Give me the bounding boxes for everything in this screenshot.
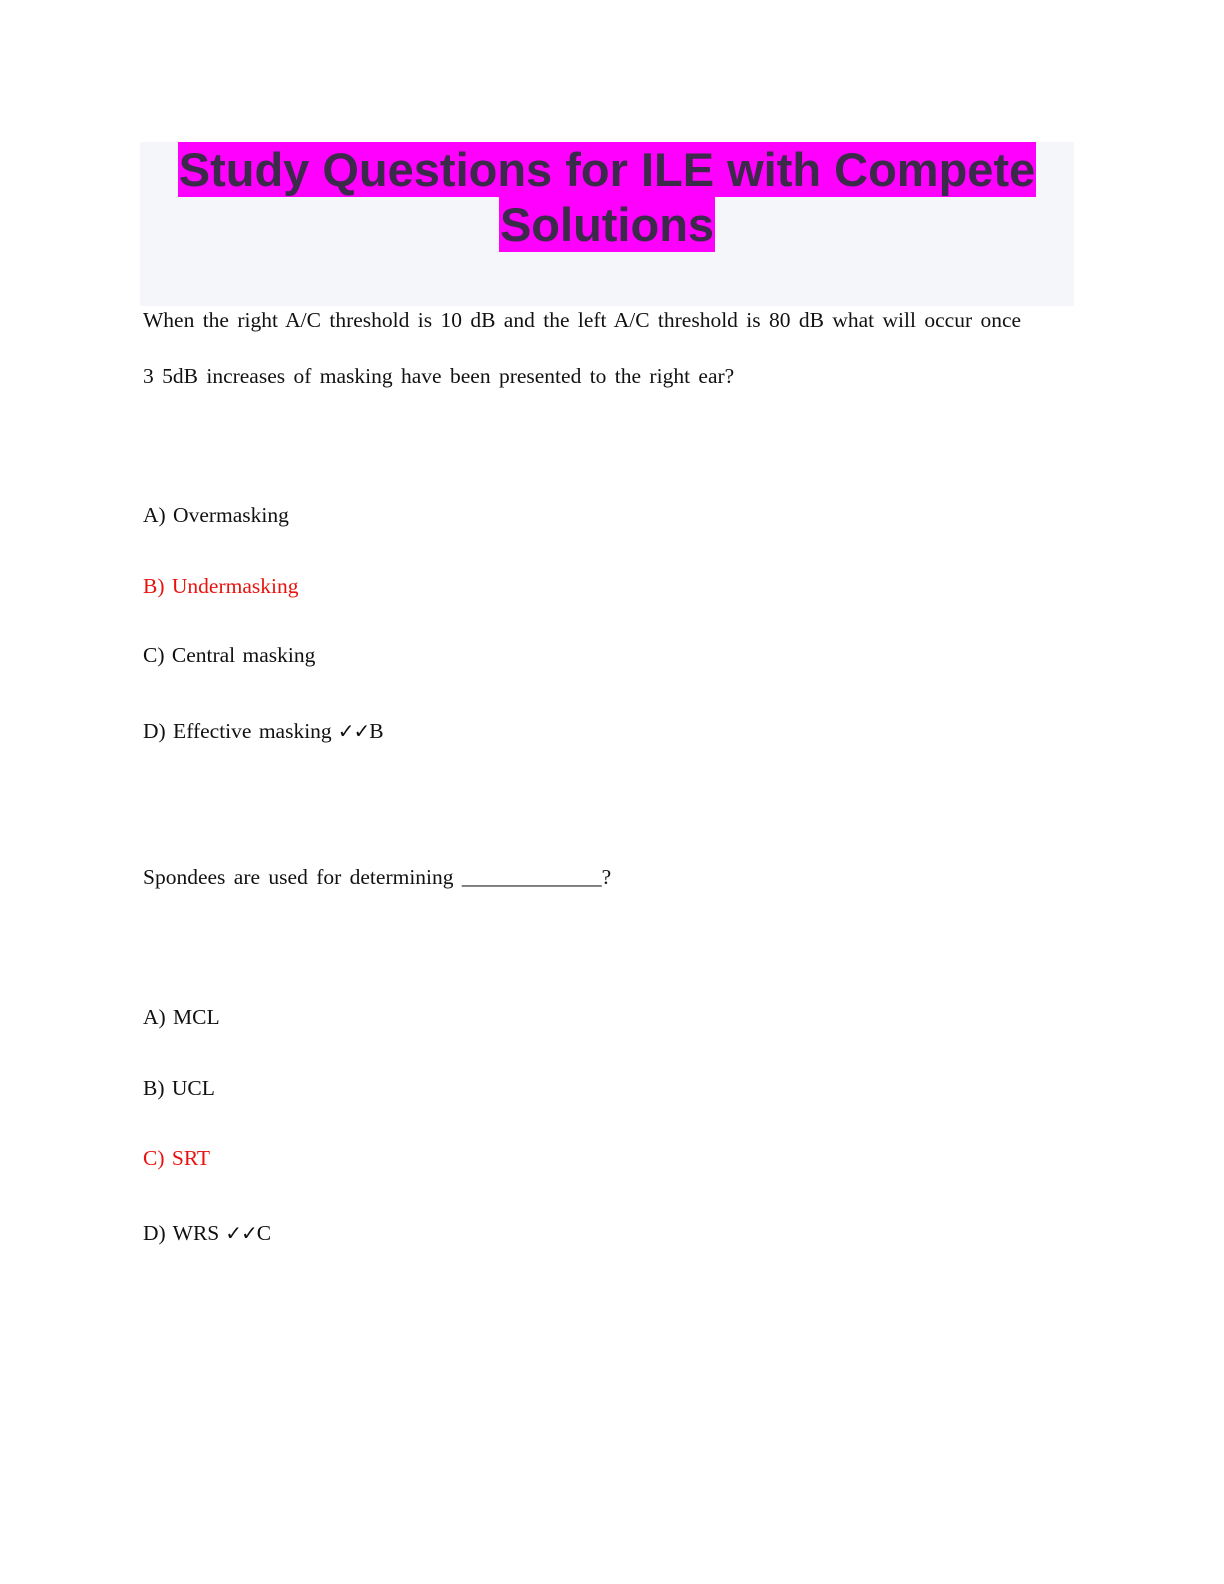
question-1-text <box>143 292 1021 404</box>
title-banner <box>140 142 1074 306</box>
question-1-line-1: When the right A/C threshold is 10 dB and the left A/C threshold is 80 dB what will occur once <box>143 308 1022 332</box>
question-1-option-c: C) Central masking <box>143 643 316 667</box>
question-2-answer: C <box>256 1221 272 1245</box>
question-2-text <box>143 849 611 905</box>
check-marks-icon: ✓✓ <box>225 1221 257 1245</box>
document-title <box>140 142 1074 252</box>
question-2-line-1: Spondees are used for determining _____________? <box>143 865 612 889</box>
question-2-option-a: A) MCL <box>143 1005 220 1029</box>
question-1-line-2: 3 5dB increases of masking have been presented to the right ear? <box>143 364 735 388</box>
question-1-option-a: A) Overmasking <box>143 503 289 527</box>
question-2-option-b: B) UCL <box>143 1076 215 1100</box>
title-line-1: Study Questions for ILE with Compete <box>178 143 1036 196</box>
question-1-option-b: B) Undermasking <box>143 574 299 598</box>
question-2-option-c: C) SRT <box>143 1146 211 1170</box>
check-marks-icon: ✓✓ <box>337 719 370 743</box>
question-1-option-d-label: D) Effective masking <box>143 719 332 743</box>
title-line-2: Solutions <box>499 198 715 251</box>
question-1-option-d <box>143 719 384 744</box>
question-2-option-d <box>143 1221 271 1246</box>
question-1-answer: B <box>369 719 384 743</box>
question-2-option-d-label: D) WRS <box>143 1221 220 1245</box>
